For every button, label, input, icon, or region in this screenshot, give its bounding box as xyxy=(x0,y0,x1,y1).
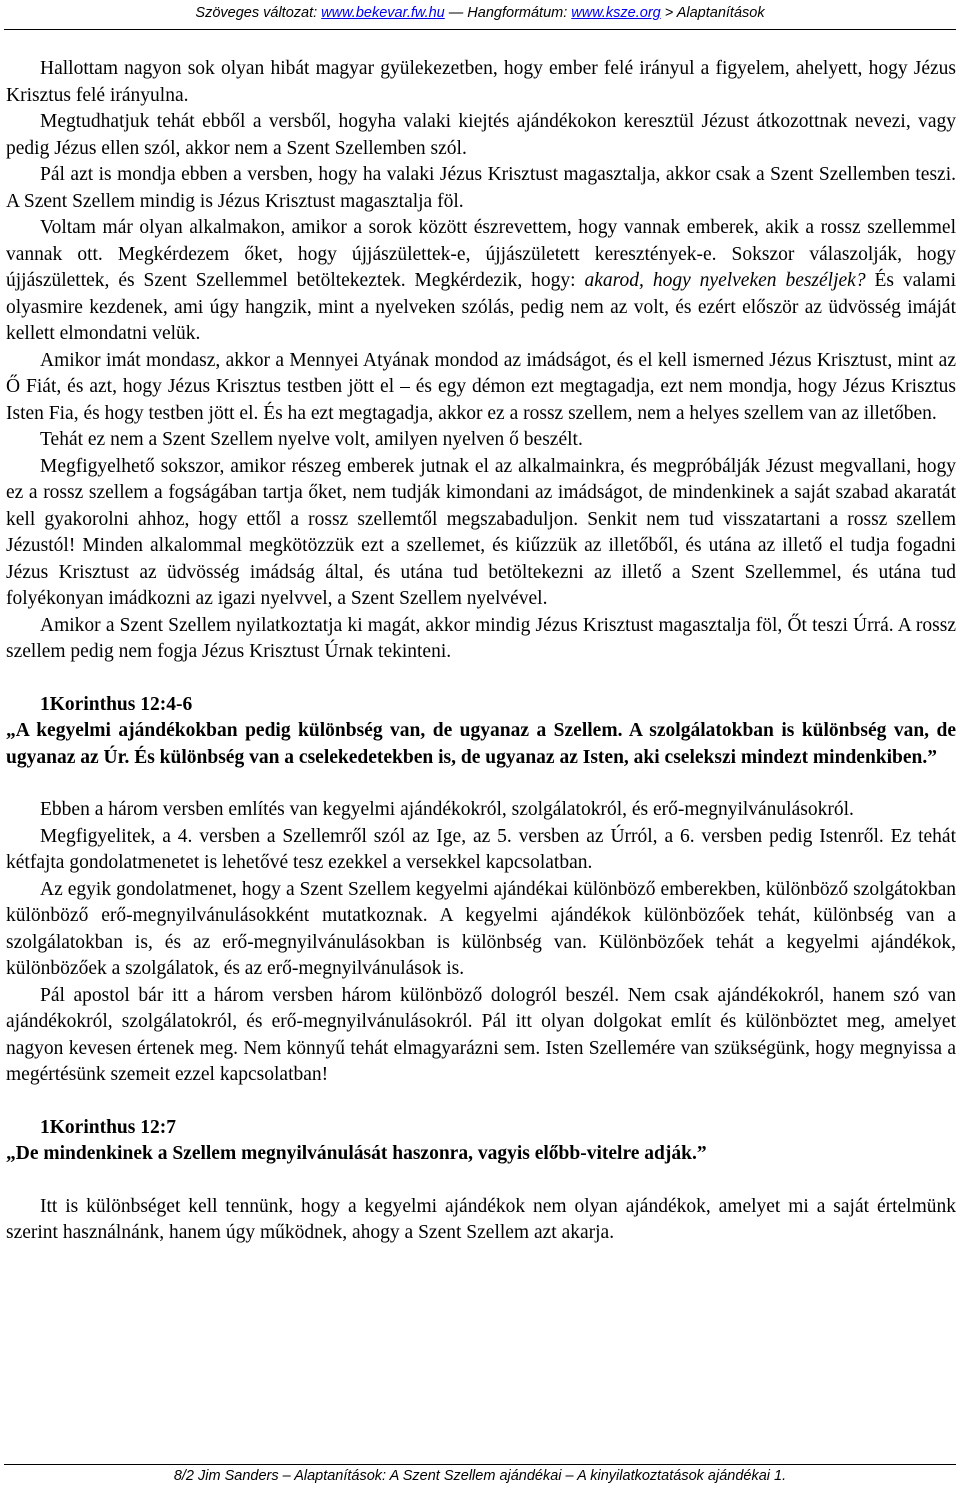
bekevar-link[interactable]: www.bekevar.fw.hu xyxy=(321,5,445,21)
paragraph-text: És valami olyasmire kezdenek, ami úgy hangzik, mint a nyelveken szólás, pedig nem az volt, és ezért először az üdvösség imáját kellett elmondatni velük. xyxy=(6,270,956,344)
header-mid: — Hangformátum: xyxy=(444,5,572,21)
header-divider xyxy=(4,29,956,30)
header-suffix: > Alaptanítások xyxy=(660,5,765,21)
spacer xyxy=(6,771,956,797)
scripture-quote: „A kegyelmi ajándékokban pedig különbség van, de ugyanaz a Szellem. A szolgálatokban is különbség van, de ugyanaz az Úr. És különbség van a cselekedetekben is, de ugyanaz az Isten, aki cselekszi mindezt mindenkiben.” xyxy=(6,720,956,768)
page-header xyxy=(0,0,960,28)
header-prefix: Szöveges változat: xyxy=(195,5,322,21)
paragraph: Tehát ez nem a Szent Szellem nyelve volt, amilyen nyelven ő beszélt. xyxy=(40,429,583,450)
ksze-link[interactable]: www.ksze.org xyxy=(571,5,661,21)
paragraph-text: Voltam már olyan alkalmakon, amikor a sorok között észrevettem, hogy vannak emberek, akik a rossz szellemmel vannak ott. Megkérdezem őket, hogy újjászülettek-e, újjászületett keresztények-e. Sokszor válaszolják, hogy újjászülettek, és Szent Szellemmel betöltekeztek. Megkérdezik, hogy: xyxy=(6,217,956,291)
scripture-reference: 1Korinthus 12:4-6 xyxy=(40,693,193,715)
paragraph: Ebben a három versben említés van kegyelmi ajándékokról, szolgálatokról, és erő-megnyilvánulásokról. xyxy=(40,799,854,820)
scripture-reference: 1Korinthus 12:7 xyxy=(40,1116,176,1138)
paragraph: Megfigyelhető sokszor, amikor részeg emberek jutnak el az alkalmainkra, és megpróbálják Jézust megvallani, hogy ez a rossz szellem a fogságában tartja őket, nem tudják kimondani az imádságot, de mindenkinek a saját szabad akaratát kell gyakorolni ahhoz, hogy ettől a rossz szellemtől megszabaduljon. Senkit nem tud visszatartani a rossz szellem Jézustól! Minden alkalommal megkötözzük ezt a szellemet, és kiűzzük az illetőből, és utána az illető el tudja fogadni Jézus Krisztust az üdvösség imádság által, és utána tud betöltekezni az illető a Szent Szellemmel, és utána tud folyékonyan imádkozni az igazi nyelvvel, a Szent Szellem nyelvével. xyxy=(6,455,956,609)
document-body xyxy=(6,56,956,1247)
footer-divider xyxy=(4,1464,956,1465)
page-footer: 8/2 Jim Sanders – Alaptanítások: A Szent Szellem ajándékai – A kinyilatkoztatások ajándékai 1. xyxy=(173,1468,787,1484)
paragraph: Megfigyelitek, a 4. versben a Szellemről szól az Ige, az 5. versben az Úrról, a 6. versben pedig Istenről. Ez tehát kétfajta gondolatmenetet is lehetővé tesz ezekkel a versekkel kapcsolatban. xyxy=(6,825,956,873)
paragraph: Az egyik gondolatmenet, hogy a Szent Szellem kegyelmi ajándékai különböző emberekben, különböző szolgátokban különböző erő-megnyilvánulásokként mutatkoznak. A kegyelmi ajándékok különbözőek tehát, különbség van a szolgálatokban is, és az erő-megnyilvánulásokban is különbség van. Különbözőek tehát a kegyelmi ajándékok, különbözőek a szolgálatok, és az erő-megnyilvánulások is. xyxy=(6,878,956,979)
scripture-quote: „De mindenkinek a Szellem megnyilvánulását haszonra, vagyis előbb-vitelre adják.” xyxy=(6,1143,707,1164)
paragraph: Amikor imát mondasz, akkor a Mennyei Atyának mondod az imádságot, és el kell ismerned Jézus Krisztust, mint az Ő Fiát, és azt, hogy Jézus Krisztus testben jött el – és egy démon ezt megtagadja, ezt nem mondja, hogy Jézus Krisztus Isten Fia, és hogy testben jött el. És ha ezt megtagadja, akkor ez a rossz szellem, nem a helyes szellem van az illetőben. xyxy=(6,349,956,424)
paragraph: Pál apostol bár itt a három versben három különböző dologról beszél. Nem csak ajándékokról, hanem szó van ajándékokról, szolgálatokról, és erő-megnyilvánulásokról. Pál itt olyan dolgokat említ és különböztet meg, amelyet nagyon kevesen értenek meg. Nem könnyű tehát elmagyarázni sem. Isten Szellemére van szükségünk, hogy megnyissa a megértésünk szemeit ezzel kapcsolatban! xyxy=(6,984,956,1085)
paragraph: Megtudhatjuk tehát ebből a versből, hogyha valaki kiejtés ajándékokon keresztül Jézust átkozottnak nevezi, vagy pedig Jézus ellen szól, akkor nem a Szent Szellemben szól. xyxy=(6,111,956,159)
paragraph: Itt is különbséget kell tennünk, hogy a kegyelmi ajándékok nem olyan ajándékok, amelyet mi a saját értelmünk szerint használnánk, hanem úgy működnek, ahogy a Szent Szellem azt akarja. xyxy=(6,1195,956,1243)
paragraph: Amikor a Szent Szellem nyilatkoztatja ki magát, akkor mindig Jézus Krisztust magasztalja föl, Őt teszi Úrrá. A rossz szellem pedig nem fogja Jézus Krisztust Úrnak tekinteni. xyxy=(6,614,956,662)
spacer xyxy=(6,1168,956,1194)
italic-quote: akarod, hogy nyelveken beszéljek? xyxy=(584,270,866,291)
paragraph xyxy=(6,215,956,348)
paragraph: Pál azt is mondja ebben a versben, hogy ha valaki Jézus Krisztust magasztalja, akkor csak a Szent Szellemben teszi. A Szent Szellem mindig is Jézus Krisztust magasztalja föl. xyxy=(6,164,956,212)
paragraph: Hallottam nagyon sok olyan hibát magyar gyülekezetben, hogy ember felé irányul a figyelem, ahelyett, hogy Jézus Krisztus felé irányulna. xyxy=(6,58,956,106)
